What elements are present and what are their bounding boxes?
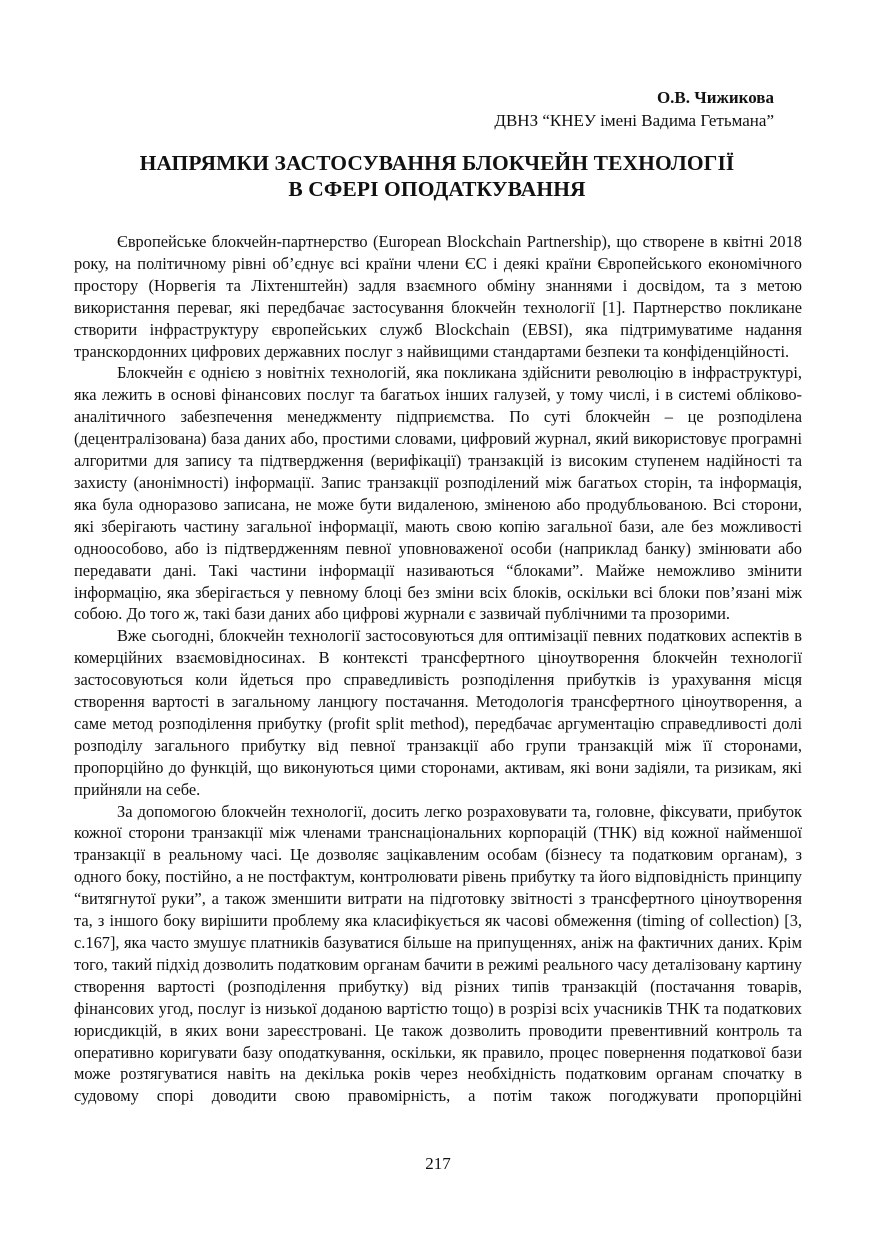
paragraph-3: Вже сьогодні, блокчейн технології застосовуються для оптимізації певних податкових аспектів в комерційних взаємовідносинах. В контексті трансфертного ціноутворення блокчейн технології застосовуються коли йдеться про справедливість розподілення прибутків із урахування місця створення вартості в загальному ланцюгу постачання. Методологія трансфертного ціноутворення, а саме метод розподілення прибутку (profit split method), передбачає аргументацію справедливості долі розподілу загального прибутку від певної транзакції або групи транзакцій між її сторонами, пропорційно до функцій, що виконуються цими сторонами, активам, які вони задіяли, та ризикам, які прийняли на себе.: [74, 626, 802, 799]
paper-title-line-1: НАПРЯМКИ ЗАСТОСУВАННЯ БЛОКЧЕЙН ТЕХНОЛОГІЇ: [139, 151, 735, 175]
paragraph-2: Блокчейн є однією з новітніх технологій, яка покликана здійснити революцію в інфраструктурі, яка лежить в основі фінансових послуг та багатьох інших галузей, у тому числі, і в системі обліково-аналітичного забезпечення менеджменту підприємства. По суті блокчейн – це розподілена (децентралізована) база даних або, простими словами, цифровий журнал, який використовує програмні алгоритми для запису та підтвердження (верифікації) транзакцій із високим ступенем надійності та захисту (анонімності) інформації. Запис транзакції розподілений між багатьох сторін, та інформація, яка була одноразово записана, не може бути видаленою, зміненою або продубльованою. Всі сторони, які зберігають частину загальної інформації, мають свою копію загальної бази, але без можливості одноособово, або із підтвердженням певної уповноваженої особи (наприклад банку) змінювати або передавати дані. Такі частини інформації називаються “блоками”. Майже неможливо змінити інформацію, яка зберігається у певному блоці без зміни всіх блоків, оскільки всі блоки пов’язані між собою. До того ж, такі бази даних або цифрові журнали є зазвичай публічними та прозорими.: [74, 363, 802, 624]
paper-title: [74, 150, 800, 202]
paragraph-1: Європейське блокчейн-партнерство (European Blockchain Partnership), що створене в квітні 2018 року, на політичному рівні об’єднує всі країни члени ЄС і деякі країни Європейського економічного простору (Норвегія та Ліхтенштейн) задля взаємного обміну знаннями і досвідом, та з метою використання переваг, які передбачає застосування блокчейн технології [1]. Партнерство покликане створити інфраструктуру європейських служб Blockchain (EBSI), яка підтримуватиме надання транскордонних цифрових державних послуг з найвищими стандартами безпеки та конфіденційності.: [74, 232, 802, 361]
author-affiliation: ДВНЗ “КНЕУ імені Вадима Гетьмана”: [494, 111, 774, 130]
paragraph-4: За допомогою блокчейн технології, досить легко розраховувати та, головне, фіксувати, прибуток кожної сторони транзакції між членами транснаціональних корпорацій (ТНК) від кожної найменшої транзакції в реальному часі. Це дозволяє зацікавленим особам (бізнесу та податковим органам), з одного боку, постійно, а не постфактум, контролювати рівень прибутку та його відповідність принципу “витягнутої руки”, а також зменшити витрати на підготовку звітності з трансфертного ціноутворення та, з іншого боку вирішити проблему яка класифікується як часові обмеження (timing of collection) [3, с.167], яка часто змушує платників базуватися більше на припущеннях, аніж на фактичних даних. Крім того, такий підхід дозволить податковим органам бачити в режимі реального часу деталізовану картину створення вартості (розподілення прибутку) від різних типів транзакцій (постачання товарів, фінансових угод, послуг із низької доданою вартістю тощо) в розрізі всіх учасників ТНК та податкових юрисдикцій, в яких вони зареєстровані. Це також дозволить проводити превентивний контроль та оперативно коригувати базу оподаткування, оскільки, як правило, процес повернення податкової бази може розтягуватися навіть на декілька років через необхідність податковим органам спочатку в судовому спорі доводити свою правомірність, а потім також погоджувати пропорційні: [74, 801, 802, 1106]
author-block: [494, 86, 774, 132]
paper-title-line-2: В СФЕРІ ОПОДАТКУВАННЯ: [288, 177, 586, 201]
page-number: 217: [425, 1154, 451, 1173]
body-text: [74, 231, 802, 1107]
author-name: О.В. Чижикова: [656, 88, 774, 107]
